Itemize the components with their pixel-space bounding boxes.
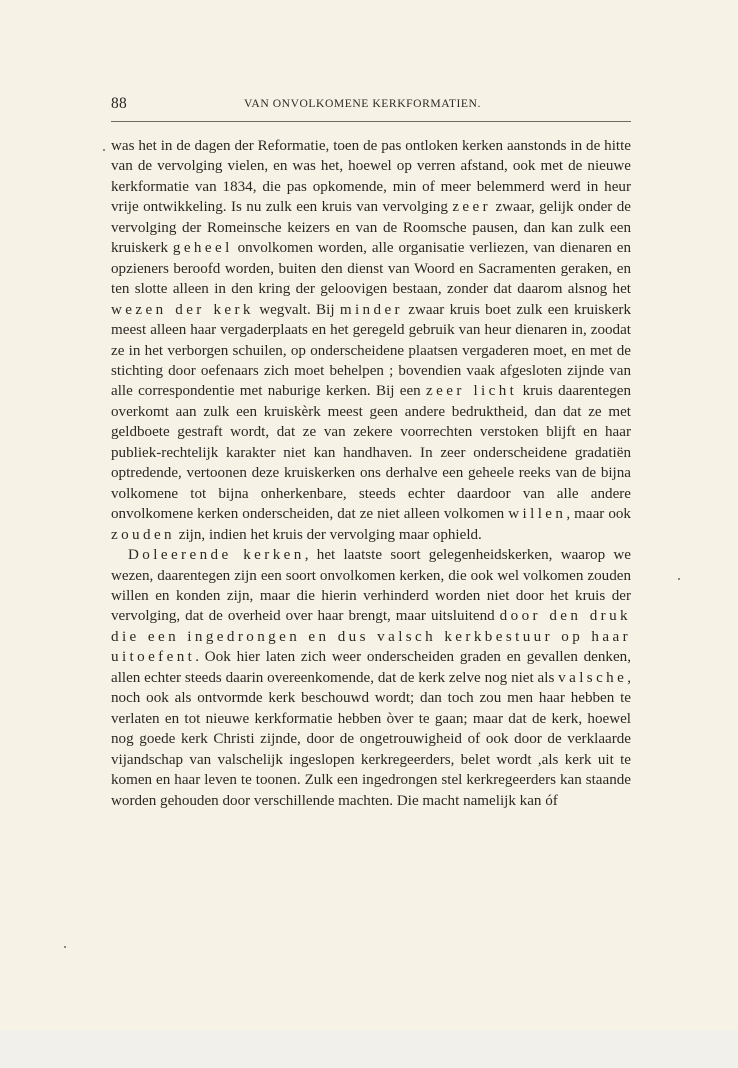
- paragraph-1: [111, 136, 631, 545]
- text-run: was het in de dagen der Reformatie, toen de pas ontloken kerken aanstonds in de hitte van de vervolging vielen, en was het, hoewel op verren afstand, ook met de nieuwe kerkformatie van 1834, die pas opkomende, min of meer belemmerd werd in heur vrije ontwikkeling. Is nu zulk een kruis van vervolging: [111, 138, 631, 216]
- emphasis-spaced: zeer: [452, 199, 492, 216]
- header-rule: [111, 121, 631, 122]
- text-run: onvolkomen worden, alle organisatie verliezen, van dienaren en opzieners beroofd worden, buiten den dienst van Woord en Sacramenten geraken, en ten slotte alleen in den kring der geloovigen bestaan, zonder dat daarom alsnog het: [111, 240, 632, 298]
- text-run: zwaar kruis boet zulk een kruiskerk meest alleen haar vergaderplaats en het geregeld gebruik van heur dienaren in, zoodat ze in het verborgen schuilen, op onderscheidene plaatsen vergaderen moet, en met de stichting door oefenaars zich moet behelpen ; bovendien vaak afgesloten zijnde van alle correspondentie met naburige kerken. Bij een: [111, 301, 632, 400]
- scan-speck: [678, 578, 680, 580]
- text-run: , maar ook: [566, 506, 631, 523]
- paragraph-2: [111, 545, 631, 811]
- text-run: , noch ook als ontvormde kerk beschouwd wordt; dan toch zou men haar hebben te verlaten en tot nieuwe kerkformatie hebben òver te gaan; maar dat de kerk, hoewel nog goede kerk Christi zijnde, door de ongetrouwigheid of ook door de verklaarde vijandschap van valschelijk ingeslopen kerkregeerders, belet wordt ,als kerk uit te komen en haar leven te toonen. Zulk een ingedrongen stel kerkregeerders kan staande worden gehouden door verschillende machten. Die macht namelijk kan óf: [111, 669, 631, 809]
- emphasis-spaced: zouden: [111, 526, 175, 543]
- emphasis-spaced: door den druk die een ingedrongen en dus valsch kerkbestuur op haar uitoefent: [111, 608, 631, 666]
- scan-bottom-margin: [0, 1030, 738, 1068]
- text-run: . Ook hier laten zich weer onderscheiden graden en gevallen denken, allen echter steeds daarin overeenkomende, dat de kerk zelve nog niet als: [111, 649, 631, 686]
- text-run: , het laatste soort gelegenheidskerken, waarop we wezen, daarentegen zijn een soort onvolkomen kerken, die ook wel volkomen zouden willen en konden zijn, maar die hierin verhinderd worden niet door het kruis der vervolging, dat de overheid over haar brengt, maar uitsluitend: [111, 547, 632, 625]
- emphasis-spaced: zeer licht: [426, 383, 518, 400]
- page-number: 88: [111, 95, 127, 112]
- text-run: wegvalt. Bij: [253, 301, 340, 318]
- text-run: zwaar, gelijk onder de vervolging der Romeinsche keizers en van de Roomsche pausen, dan kan zulk een kruiskerk: [111, 199, 631, 257]
- body-text: [111, 136, 631, 811]
- emphasis-spaced: minder: [339, 301, 403, 318]
- emphasis-spaced: valsche: [558, 669, 628, 686]
- text-run: kruis daarentegen overkomt aan zulk een kruiskèrk meest geen andere bedruktheid, dan dat ze met geldboete gestraft wordt, dat ze van zekere voorrechten verstoken blijft en haar publiek-rechtelijk karakter niet kan handhaven. In zeer onderscheidene gradatiën optredende, vertoonen deze kruiskerken ons derhalve een geheele reeks van de bijna volkomene tot bijna onherkenbare, steeds echter daardoor van alle andere onvolkomene kerken onderscheiden, dat ze niet alleen volkomen: [111, 383, 631, 523]
- scan-speck: [103, 149, 105, 151]
- text-run: zijn, indien het kruis der vervolging maar ophield.: [175, 526, 482, 543]
- emphasis-spaced: willen: [508, 506, 567, 523]
- emphasis-spaced: Doleerende kerken: [128, 547, 305, 564]
- emphasis-spaced: wezen der kerk: [111, 301, 254, 318]
- emphasis-spaced: geheel: [172, 240, 233, 257]
- scan-speck: [64, 946, 66, 948]
- running-head: VAN ONVOLKOMENE KERKFORMATIEN.: [244, 97, 481, 110]
